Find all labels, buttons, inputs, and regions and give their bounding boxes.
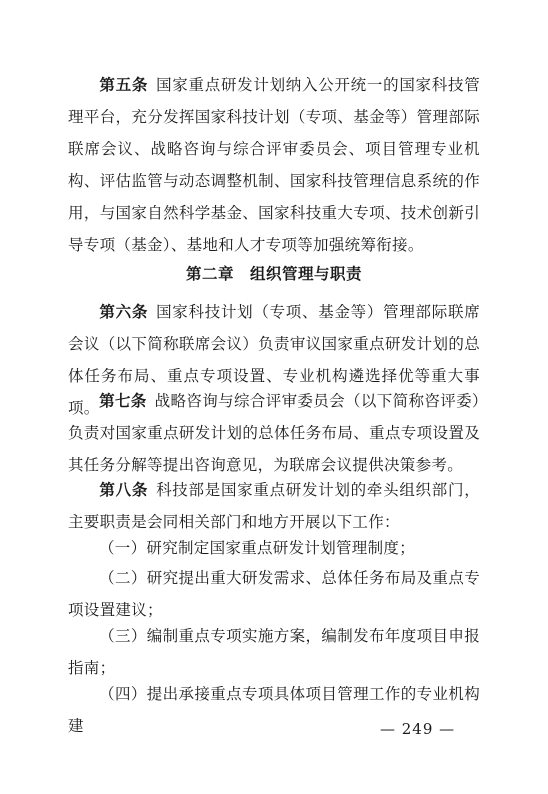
list-item <box>68 620 480 684</box>
chapter-number: 第二章 <box>185 264 234 283</box>
item-3-text: （三）编制重点专项实施方案，编制发布年度项目申报指南； <box>68 627 480 677</box>
article-5 <box>68 69 480 261</box>
article-5-text: 国家重点研发计划纳入公开统一的国家科技管理平台，充分发挥国家科技计划（专项、基金等）管理部际联席会议、战略咨询与综合评审委员会、项目管理专业机构、评估监管与动态调整机制、国家科技管理信息系统的作用，与国家自然科学基金、国家科技重大专项、技术创新引导专项（基金）、基地和人才专项等加强统筹衔接。 <box>68 76 480 254</box>
article-6-text: 国家科技计划（专项、基金等）管理部际联席会议（以下简称联席会议）负责审议国家重点研发计划的总体任务布局、重点专项设置、专业机构遴选择优等重大事项。 <box>68 303 480 417</box>
chapter-title: 组织管理与职责 <box>250 264 363 283</box>
article-8-text: 科技部是国家重点研发计划的牵头组织部门，主要职责是会同相关部门和地方开展以下工作： <box>68 481 480 531</box>
article-8 <box>68 474 480 538</box>
article-6-label: 第六条 <box>99 302 149 321</box>
article-7-text: 战略咨询与综合评审委员会（以下简称咨评委）负责对国家重点研发计划的总体任务布局、重点专项设置及其任务分解等提出咨询意见，为联席会议提供决策参考。 <box>68 392 480 474</box>
list-item <box>68 532 480 564</box>
chapter-heading <box>68 262 480 284</box>
list-item <box>68 562 480 626</box>
article-7-label: 第七条 <box>99 391 147 410</box>
page-number: — 249 — <box>380 720 456 738</box>
article-7 <box>68 385 480 481</box>
article-8-label: 第八条 <box>99 480 149 499</box>
item-2-text: （二）研究提出重大研发需求、总体任务布局及重点专项设置建议； <box>68 569 480 619</box>
article-5-label: 第五条 <box>99 75 149 94</box>
item-1-text: （一）研究制定国家重点研发计划管理制度； <box>99 539 416 557</box>
item-4-text: （四）提出承接重点专项具体项目管理工作的专业机构建 <box>68 685 480 735</box>
